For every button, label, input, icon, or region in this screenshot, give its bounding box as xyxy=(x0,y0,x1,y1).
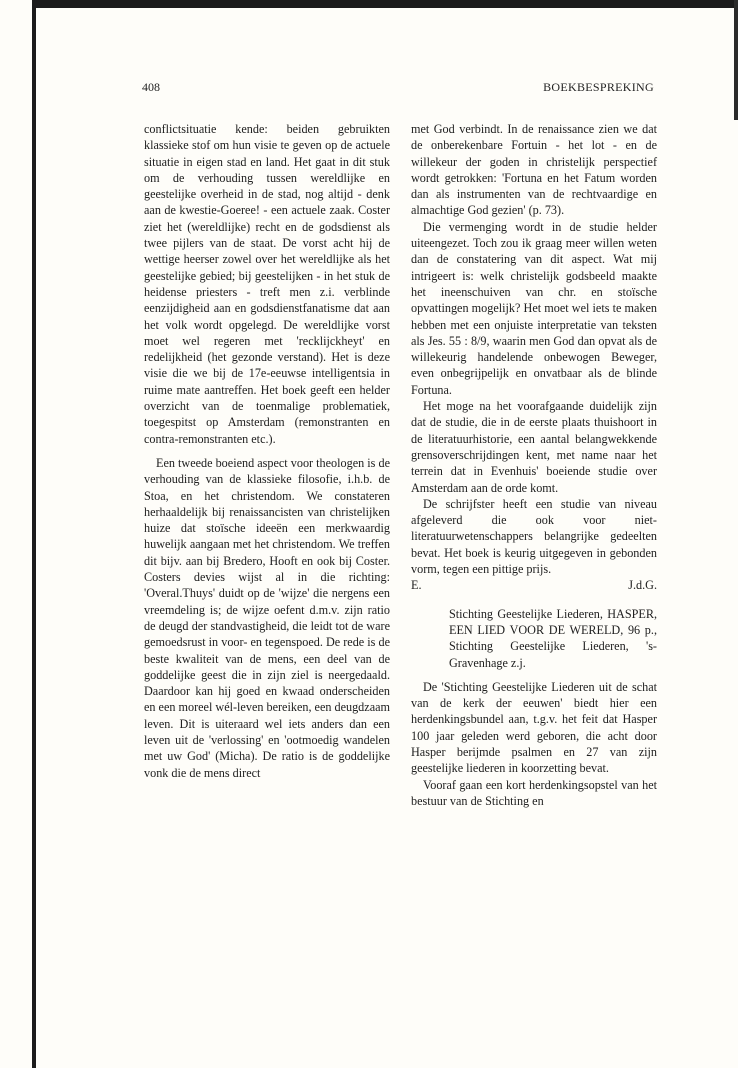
bibliography-text: Stichting Geestelijke Liederen, HASPER, EEN LIED VOOR DE WERELD, 96 p., Stichting Geestelijke Liederen, 's-Gravenhage z.j. xyxy=(449,606,657,670)
paragraph: Vooraf gaan een kort herdenkingsopstel van het bestuur van de Stichting en xyxy=(411,777,657,808)
paragraph: met God verbindt. In de renaissance zien we dat de onberekenbare Fortuin - het lot - en de willekeur der goden in christelijk perspectief wordt getrokken: 'Fortuna en het Fatum worden dan als instrumenten van de rechtvaardige en almachtige God gezien' (p. 73). xyxy=(411,122,657,218)
paragraph: De 'Stichting Geestelijke Liederen uit de schat van de kerk der eeuwen' biedt hier een herdenkingsbundel aan, t.g.v. het feit dat Hasper 100 jaar geleden werd geboren, die acht door Hasper berijmde psalmen en 27 van zijn geestelijke liederen in koorzetting bevat. xyxy=(411,679,657,776)
review-signature xyxy=(411,577,657,593)
paragraph: De schrijfster heeft een studie van niveau afgeleverd die ook voor niet-literatuurwetenschappers belangrijke gedeelten bevat. Het boek is keurig uitgegeven in gebonden vorm, tegen een pittige prijs. xyxy=(411,496,657,577)
running-title: BOEKBESPREKING xyxy=(543,80,654,94)
scan-edge-left xyxy=(32,0,36,1068)
paragraph: conflictsituatie kende: beiden gebruikten klassieke stof om hun visie te geven op de actuele situatie in eigen stad en land. Het gaat in dit stuk om de verhouding tussen wereldlijke en geestelijke overheid in de stad, nog altijd - denk aan de kwestie-Goeree! - een actuele zaak. Coster ziet het (wereldlijke) recht en de godsdienst als twee pijlers van de staat. De vorst acht hij de wettige heerser zowel over het wereldlijke als het geestelijke gebied; bij geestelijken - in het stuk de heidense priesters - treft men z.i. verblinde eenzijdigheid aan en godsdienstfanatisme dat aan het volk wordt opgelegd. De wereldlijke vorst moet wel regeren met 'recklijckheyt' en redelijkheid (het gezonde verstand). Het is deze visie die we bij de 17e-eeuwse intelligentsia in ruime mate aantreffen. Het boek geeft een helder overzicht van de toenmalige problematiek, toegespitst op Amsterdam (remonstranten en contra-remonstranten etc.). xyxy=(144,122,390,446)
paragraph: Een tweede boeiend aspect voor theologen is de verhouding van de klassieke filosofie, i.h.b. de Stoa, en het christendom. We constateren herhaaldelijk bij renaissancisten van christelijken huize dat stoïsche ideeën een merkwaardig huwelijk aangaan met het christendom. We treffen dit bijv. aan bij Bredero, Hooft en ook bij Coster. Costers devies wijst al in die richting: 'Overal.Thuys' duidt op de 'wijze' die nergens een vreemdeling is; de wijze oefent d.m.v. zijn ratio de deugd der standvastigheid, die leidt tot de ware gemoedsrust in voor- en tegenspoed. De rede is de beste kwaliteit van de mens, een deel van de goddelijke geest die in zijn ziel is neergedaald. Daardoor kan hij goed en kwaad onderscheiden en een moreel wél-leven bereiken, een deugdzaam leven. Dit is uiteraard wel iets anders dan een leven uit de 'verlossing' en 'ootmoedig wandelen met uw God' (Micha). De ratio is de goddelijke vonk die de mens direct xyxy=(144,455,390,780)
signature-author: J.d.G. xyxy=(628,578,657,593)
signature-initial: E. xyxy=(411,578,422,593)
paragraph: Het moge na het voorafgaande duidelijk zijn dat de studie, die in de eerste plaats thuishoort in de literatuurhistorie, een aantal belangwekkende grensoverschrijdingen kent, met name naar het terrein dat in Evenhuis' boeiende studie over Amsterdam aan de orde komt. xyxy=(411,399,657,495)
scan-edge-right xyxy=(734,0,738,120)
paragraph: Die vermenging wordt in de studie helder uiteengezet. Toch zou ik graag meer willen weten dan de constatering van dit aspect. Wat mij intrigeert is: welk christelijk godsbeeld maakte het ineenschuiven van chr. en stoïsche opvattingen mogelijk? Het moet wel iets te maken hebben met een onjuiste interpretatie van teksten als Jes. 55 : 8/9, waarin men God dan opvat als de willekeurig handelende onbewogen Beweger, even onbegrijpelijk en onvatbaar als de blinde Fortuna. xyxy=(411,219,657,397)
right-column xyxy=(411,121,657,809)
left-column xyxy=(144,121,390,781)
scan-edge-top xyxy=(32,0,738,8)
running-header xyxy=(142,80,654,98)
page-number: 408 xyxy=(142,80,160,94)
bibliographic-entry xyxy=(449,606,657,671)
